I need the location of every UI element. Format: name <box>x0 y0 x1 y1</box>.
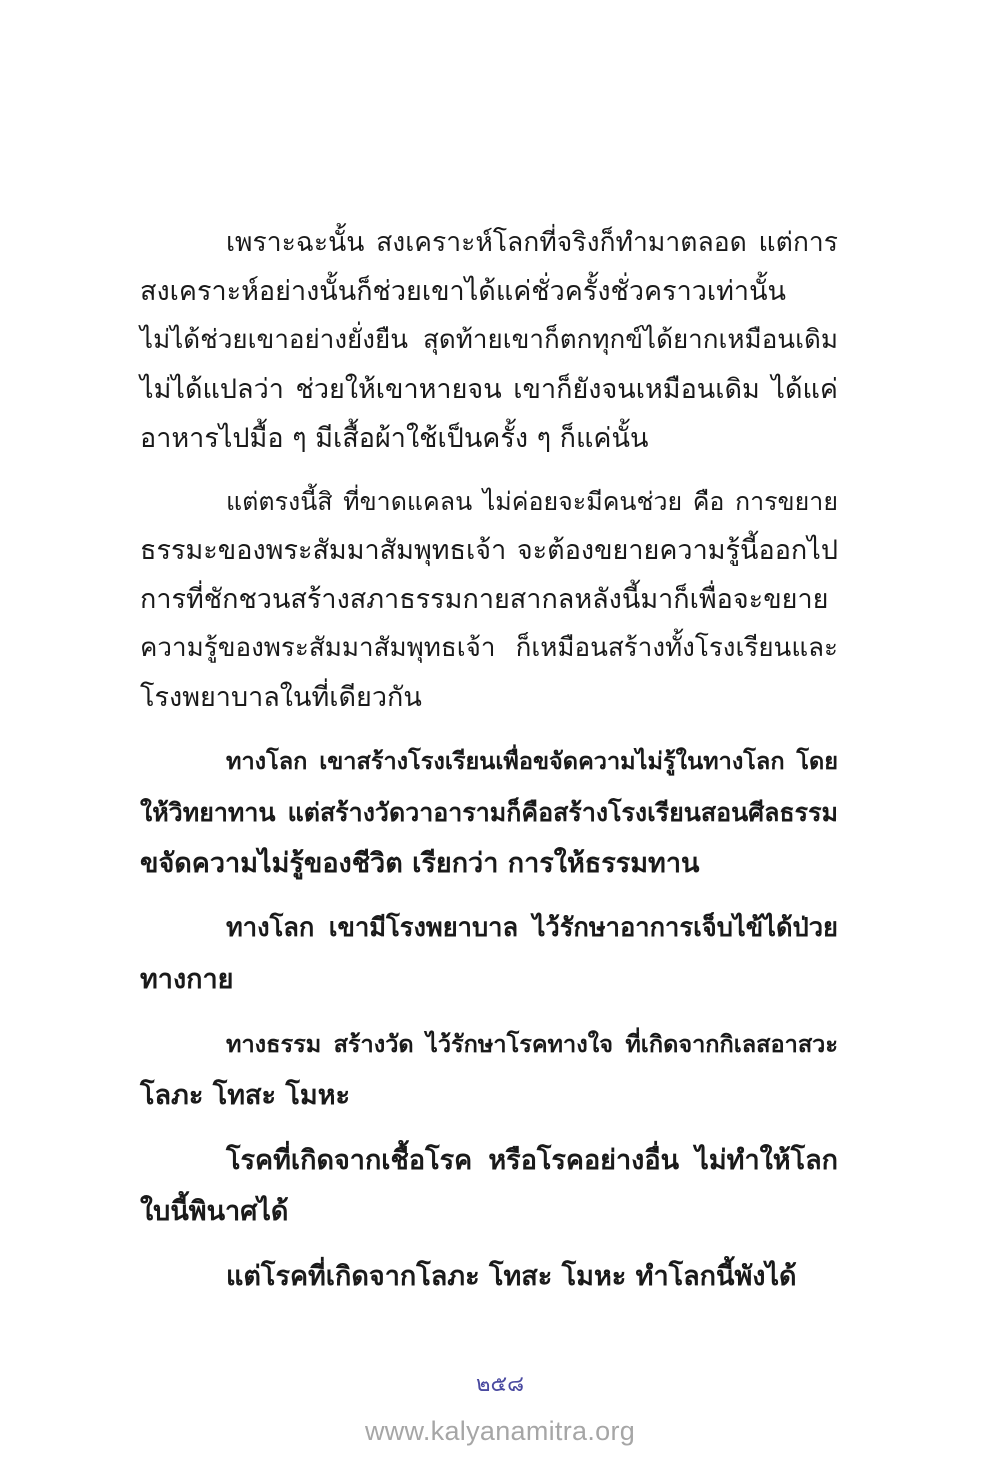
paragraph-4 <box>140 903 838 1005</box>
paragraph-line: ใบนี้พินาศได้ <box>140 1196 289 1227</box>
paragraph-line: ไม่ได้แปลว่า ช่วยให้เขาหายจน เขาก็ยังจนเหมือนเดิม ได้แค่ <box>140 374 838 405</box>
footer-url: www.kalyanamitra.org <box>364 1416 636 1446</box>
paragraph-line: ธรรมะของพระสัมมาสัมพุทธเจ้า จะต้องขยายความรู้นี้ออกไป <box>140 535 838 566</box>
paragraph-line: ความรู้ของพระสัมมาสัมพุทธเจ้า ก็เหมือนสร้างทั้งโรงเรียนและ <box>140 633 838 663</box>
paragraph-1 <box>140 218 838 463</box>
paragraph-line: เพราะฉะนั้น สงเคราะห์โลกที่จริงก็ทำมาตลอด แต่การ <box>226 227 838 258</box>
page-number: ๒๕๘ <box>475 1372 525 1397</box>
paragraph-line: แต่โรคที่เกิดจากโลภะ โทสะ โมหะ ทำโลกนี้พังได้ <box>226 1261 797 1292</box>
page-body <box>140 218 838 1316</box>
paragraph-line: ทางกาย <box>140 964 234 995</box>
paragraph-line: ทางธรรม สร้างวัด ไว้รักษาโรคทางใจ ที่เกิดจากกิเลสอาสวะ <box>226 1030 838 1058</box>
paragraph-6 <box>140 1135 838 1237</box>
paragraph-line: อาหารไปมื้อ ๆ มีเสื้อผ้าใช้เป็นครั้ง ๆ ก็แค่นั้น <box>140 423 649 454</box>
paragraph-5 <box>140 1019 838 1121</box>
paragraph-line: โรงพยาบาลในที่เดียวกัน <box>140 682 422 713</box>
paragraph-line: โรคที่เกิดจากเชื้อโรค หรือโรคอย่างอื่น ไม่ทำให้โลก <box>226 1145 838 1176</box>
paragraph-line: ทางโลก เขาสร้างโรงเรียนเพื่อขจัดความไม่รู้ในทางโลก โดย <box>226 747 838 775</box>
paragraph-line: โลภะ โทสะ โมหะ <box>140 1080 351 1111</box>
paragraph-2 <box>140 477 838 722</box>
paragraph-line: แต่ตรงนี้สิ ที่ขาดแคลน ไม่ค่อยจะมีคนช่วย คือ การขยาย <box>226 487 838 516</box>
paragraph-line: ทางโลก เขามีโรงพยาบาล ไว้รักษาอาการเจ็บไข้ได้ป่วย <box>226 913 838 943</box>
paragraph-line: สงเคราะห์อย่างนั้นก็ช่วยเขาได้แค่ชั่วครั้งชั่วคราวเท่านั้น <box>140 276 786 307</box>
paragraph-line: ไม่ได้ช่วยเขาอย่างยั่งยืน สุดท้ายเขาก็ตกทุกข์ได้ยากเหมือนเดิม <box>140 325 838 355</box>
paragraph-3 <box>140 736 838 889</box>
paragraph-line: ขจัดความไม่รู้ของชีวิต เรียกว่า การให้ธรรมทาน <box>140 848 700 879</box>
paragraph-line: การที่ชักชวนสร้างสภาธรรมกายสากลหลังนี้มาก็เพื่อจะขยาย <box>140 584 829 615</box>
paragraph-line: ให้วิทยาทาน แต่สร้างวัดวาอารามก็คือสร้างโรงเรียนสอนศีลธรรม <box>140 798 838 827</box>
paragraph-7 <box>140 1251 838 1302</box>
